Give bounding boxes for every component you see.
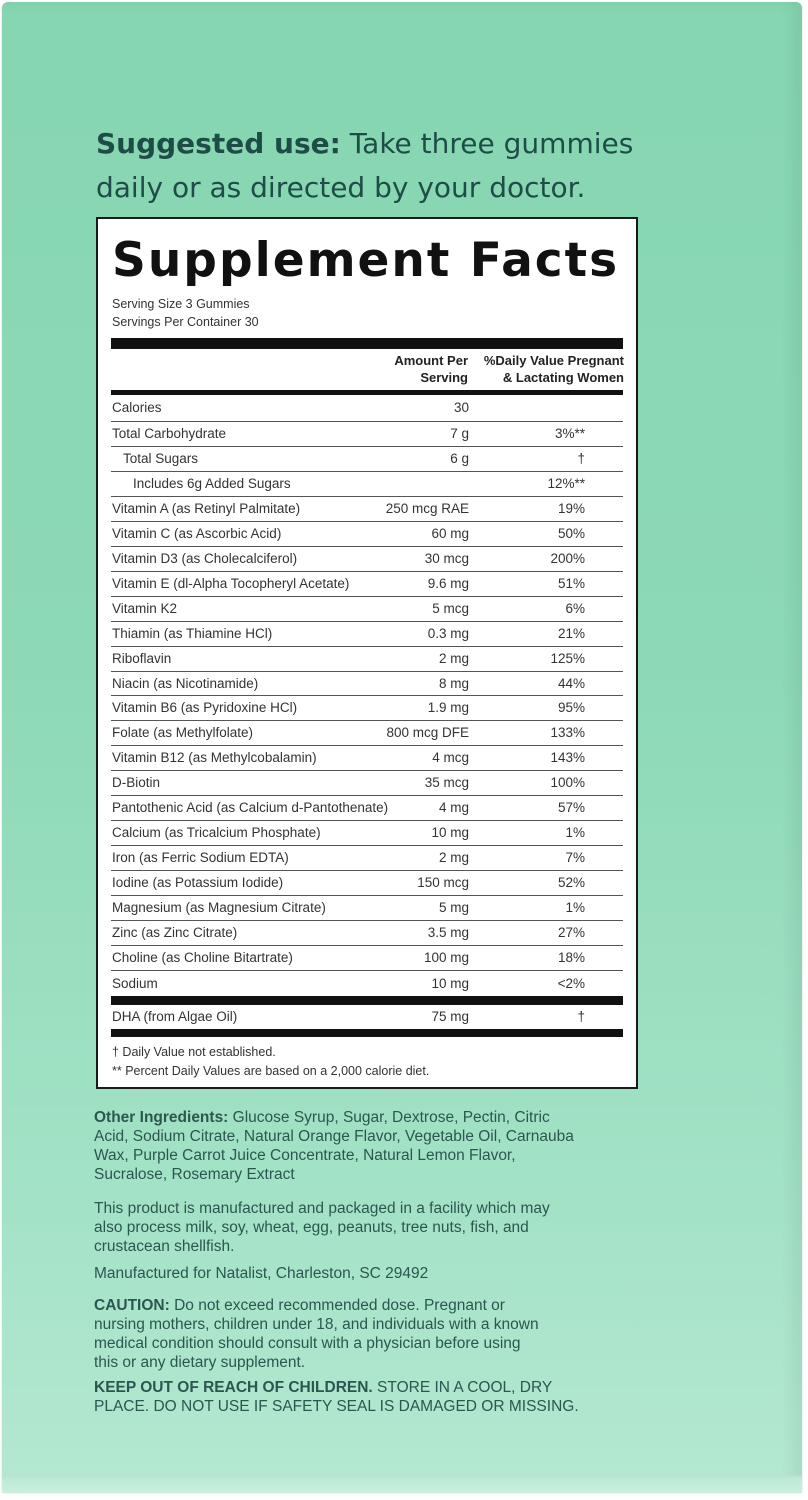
nutrient-amount: 30 mcg (424, 550, 469, 566)
header-amount-line2: Serving (420, 370, 468, 385)
nutrient-row (111, 671, 623, 696)
nutrient-amount: 150 mcg (417, 875, 469, 891)
nutrient-daily-value: 1% (565, 900, 585, 916)
nutrient-daily-value: 12%** (547, 475, 585, 491)
nutrient-daily-value: 200% (550, 550, 585, 566)
nutrient-name: Sodium (112, 976, 158, 991)
thick-rule-bottom (111, 1029, 623, 1037)
nutrient-row (111, 596, 623, 621)
suggested-use-line2: daily or as directed by your doctor. (96, 171, 586, 204)
nutrient-name: Calories (112, 400, 162, 415)
nutrient-amount: 7 g (450, 425, 469, 441)
nutrient-row (111, 1005, 623, 1029)
caution-line4: this or any dietary supplement. (94, 1354, 306, 1371)
header-amount-line1: Amount Per (394, 353, 468, 368)
header-dv-line2: & Lactating Women (502, 370, 624, 385)
nutrient-daily-value: 7% (565, 850, 585, 866)
nutrient-amount: 1.9 mg (427, 700, 469, 716)
allergen-line3: crustacean shellfish. (94, 1238, 235, 1255)
nutrient-daily-value: 1% (565, 825, 585, 841)
nutrient-daily-value: † (577, 1009, 585, 1024)
footnote-calorie-diet: ** Percent Daily Values are based on a 2,000 calorie diet. (112, 1064, 430, 1078)
nutrient-daily-value: 143% (550, 750, 585, 766)
other-ingredients-line4: Sucralose, Rosemary Extract (94, 1166, 295, 1183)
nutrient-name: Vitamin D3 (as Cholecalciferol) (112, 550, 298, 566)
nutrient-amount: 2 mg (438, 850, 469, 866)
header-daily-value (473, 352, 624, 386)
nutrient-name: Zinc (as Zinc Citrate) (112, 925, 238, 941)
nutrient-name: Folate (as Methylfolate) (112, 725, 254, 741)
caution-statement (94, 1296, 674, 1372)
nutrient-daily-value: 18% (557, 950, 585, 966)
nutrient-row (111, 396, 623, 421)
nutrient-amount: 5 mg (438, 900, 469, 916)
supplement-facts-panel (96, 217, 638, 1089)
other-ingredients-line2: Acid, Sodium Citrate, Natural Orange Flavor, Vegetable Oil, Carnauba (94, 1128, 574, 1145)
nutrient-name: Magnesium (as Magnesium Citrate) (112, 900, 326, 916)
nutrient-row (111, 920, 623, 945)
nutrient-amount: 4 mg (438, 800, 469, 816)
nutrient-amount: 30 (453, 400, 469, 415)
nutrient-row (111, 795, 623, 820)
nutrient-row (111, 446, 623, 471)
nutrient-amount: 4 mcg (432, 750, 469, 766)
nutrient-name: Vitamin C (as Ascorbic Acid) (112, 525, 282, 541)
nutrient-amount: 10 mg (431, 825, 469, 841)
suggested-use-line1: Take three gummies (349, 127, 634, 160)
nutrient-name: Thiamin (as Thiamine HCl) (112, 625, 273, 641)
nutrient-amount: 10 mg (431, 976, 469, 991)
nutrient-daily-value: 3%** (554, 425, 585, 441)
header-amount-per-serving (378, 352, 468, 386)
nutrient-row (111, 820, 623, 845)
nutrient-row (111, 571, 623, 596)
nutrient-name: Iodine (as Potassium Iodide) (112, 875, 284, 891)
nutrient-daily-value: 19% (557, 500, 585, 516)
nutrient-daily-value: 52% (557, 875, 585, 891)
nutrient-amount: 100 mg (423, 950, 469, 966)
nutrient-amount: 800 mcg DFE (386, 725, 469, 741)
nutrient-row (111, 845, 623, 870)
nutrient-name: Riboflavin (112, 650, 172, 666)
nutrient-daily-value: 6% (565, 600, 585, 616)
nutrient-amount: 0.3 mg (427, 625, 469, 641)
nutrient-daily-value: 95% (557, 700, 585, 716)
thick-rule-top (111, 338, 623, 349)
nutrient-row (111, 945, 623, 970)
nutrient-amount: 9.6 mg (427, 575, 469, 591)
nutrient-row (111, 695, 623, 720)
storage-label: KEEP OUT OF REACH OF CHILDREN. (94, 1379, 373, 1396)
nutrient-daily-value: 57% (557, 800, 585, 816)
nutrient-name: Total Sugars (123, 450, 199, 466)
nutrient-row (111, 745, 623, 770)
servings-per-container: Servings Per Container 30 (112, 315, 259, 329)
nutrient-daily-value: 50% (557, 525, 585, 541)
other-ingredients-line3: Wax, Purple Carrot Juice Concentrate, Natural Lemon Flavor, (94, 1147, 516, 1164)
nutrient-row (111, 870, 623, 895)
storage-statement (94, 1378, 674, 1416)
nutrient-row (111, 421, 623, 446)
suggested-use (96, 122, 696, 210)
nutrient-row (111, 496, 623, 521)
nutrient-amount: 5 mcg (432, 600, 469, 616)
package-bottom-edge (2, 1476, 802, 1493)
nutrient-amount: 3.5 mg (427, 925, 469, 941)
nutrient-amount: 75 mg (431, 1009, 469, 1024)
nutrient-name: D-Biotin (112, 775, 161, 791)
nutrient-name: Vitamin B12 (as Methylcobalamin) (112, 750, 317, 766)
nutrient-daily-value: 27% (557, 925, 585, 941)
other-ingredients-line1: Glucose Syrup, Sugar, Dextrose, Pectin, Citric (232, 1109, 550, 1126)
nutrient-name: Pantothenic Acid (as Calcium d-Pantothenate) (112, 800, 389, 816)
suggested-use-label: Suggested use: (96, 127, 341, 160)
supplement-facts-title: Supplement Facts (112, 233, 620, 288)
other-ingredients-label: Other Ingredients: (94, 1109, 229, 1126)
footnote-dv-not-established: † Daily Value not established. (112, 1045, 276, 1059)
nutrient-name: Niacin (as Nicotinamide) (112, 675, 259, 691)
nutrient-amount: 6 g (450, 450, 469, 466)
nutrient-daily-value: 51% (557, 575, 585, 591)
nutrient-daily-value: 125% (550, 650, 585, 666)
serving-size: Serving Size 3 Gummies (112, 297, 250, 311)
nutrient-name: Total Carbohydrate (112, 425, 227, 441)
nutrient-name: Calcium (as Tricalcium Phosphate) (112, 825, 321, 841)
caution-label: CAUTION: (94, 1297, 170, 1314)
nutrient-row (111, 970, 623, 996)
header-dv-line1: %Daily Value Pregnant (483, 353, 624, 368)
caution-line1: Do not exceed recommended dose. Pregnant or (174, 1297, 505, 1314)
nutrient-name: Includes 6g Added Sugars (133, 475, 291, 491)
nutrient-name: Vitamin K2 (112, 600, 178, 616)
storage-line2: PLACE. DO NOT USE IF SAFETY SEAL IS DAMAGED OR MISSING. (94, 1398, 579, 1415)
nutrient-row (111, 720, 623, 745)
nutrient-daily-value: 100% (550, 775, 585, 791)
nutrient-name: Vitamin B6 (as Pyridoxine HCl) (112, 700, 298, 716)
allergen-statement (94, 1199, 674, 1256)
nutrient-daily-value: 44% (557, 675, 585, 691)
nutrient-name: Iron (as Ferric Sodium EDTA) (112, 850, 289, 866)
nutrient-daily-value: 133% (550, 725, 585, 741)
nutrient-name: Vitamin A (as Retinyl Palmitate) (112, 500, 301, 516)
storage-line1: STORE IN A COOL, DRY (377, 1379, 553, 1396)
nutrient-daily-value: 21% (557, 625, 585, 641)
nutrient-amount: 35 mcg (424, 775, 469, 791)
nutrient-row (111, 621, 623, 646)
nutrient-row (111, 471, 623, 496)
nutrient-row (111, 646, 623, 671)
nutrient-daily-value: † (577, 450, 585, 466)
header-rule (111, 390, 623, 395)
manufacturer-statement: Manufactured for Natalist, Charleston, SC 29492 (94, 1265, 429, 1282)
caution-line2: nursing mothers, children under 18, and individuals with a known (94, 1316, 539, 1333)
nutrient-row (111, 770, 623, 795)
nutrient-amount: 8 mg (438, 675, 469, 691)
nutrient-name: Choline (as Choline Bitartrate) (112, 950, 293, 966)
allergen-line1: This product is manufactured and packaged in a facility which may (94, 1200, 550, 1217)
allergen-line2: also process milk, soy, wheat, egg, peanuts, tree nuts, fish, and (94, 1219, 529, 1236)
nutrient-name: Vitamin E (dl-Alpha Tocopheryl Acetate) (112, 575, 350, 591)
nutrient-name: DHA (from Algae Oil) (112, 1009, 238, 1024)
nutrient-amount: 60 mg (431, 525, 469, 541)
thick-rule-dha (111, 996, 623, 1005)
nutrient-daily-value: <2% (557, 976, 585, 991)
caution-line3: medical condition should consult with a physician before using (94, 1335, 521, 1352)
other-ingredients (94, 1108, 674, 1184)
nutrient-row (111, 895, 623, 920)
nutrient-row (111, 546, 623, 571)
nutrient-amount: 250 mcg RAE (385, 500, 469, 516)
nutrient-amount: 2 mg (438, 650, 469, 666)
nutrient-row (111, 521, 623, 546)
